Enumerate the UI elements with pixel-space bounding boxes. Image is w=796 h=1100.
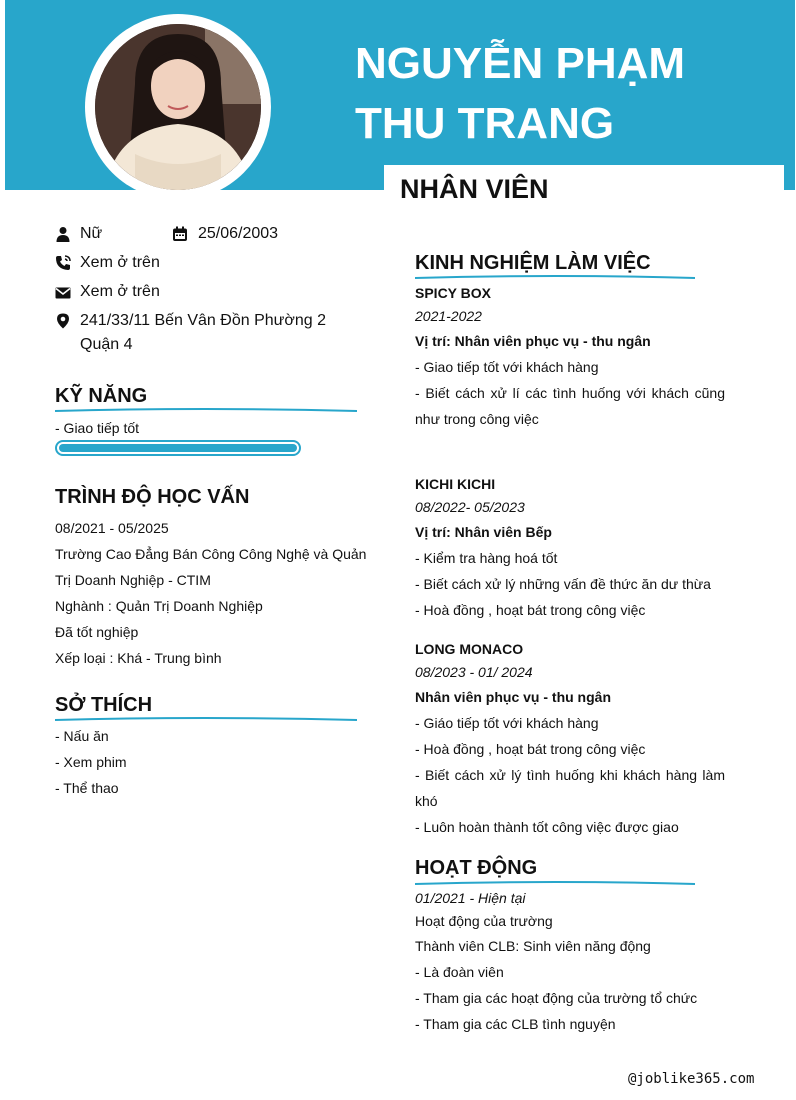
job-duty: - Hoà đồng , hoạt bát trong công việc	[415, 741, 646, 757]
education-period: 08/2021 - 05/2025	[55, 520, 169, 536]
skill-label: - Giao tiếp tốt	[55, 420, 140, 436]
activity-line: Hoạt động của trường	[415, 913, 553, 929]
hobbies-title: SỞ THÍCH	[55, 694, 153, 716]
job-position: Vị trí: Nhân viên Bếp	[415, 524, 552, 540]
job-duty: - Luôn hoàn thành tốt công việc được giao	[415, 819, 679, 835]
birthday: 25/06/2003	[198, 225, 279, 242]
activity-line: Thành viên CLB: Sinh viên năng động	[415, 938, 651, 954]
education-title: TRÌNH ĐỘ HỌC VẤN	[55, 486, 250, 508]
avatar-illustration	[95, 24, 261, 190]
job-duty: - Kiểm tra hàng hoá tốt	[415, 550, 558, 566]
experience-title: KINH NGHIỆM LÀM VIỆC	[415, 252, 651, 274]
job-duty: - Giáo tiếp tốt với khách hàng	[415, 715, 599, 731]
hobbies-underline	[55, 715, 357, 723]
job-duty: - Biết cách xử lý những vấn đề thức ăn dư thừa	[415, 576, 711, 592]
job-position: Vị trí: Nhân viên phục vụ - thu ngân	[415, 333, 651, 349]
mail-icon	[55, 285, 71, 301]
skills-underline	[55, 406, 357, 414]
watermark: @joblike365.com	[628, 1071, 755, 1087]
job-company: SPICY BOX	[415, 285, 491, 301]
avatar	[95, 24, 261, 190]
job-period: 08/2023 - 01/ 2024	[415, 664, 533, 680]
activities-title: HOẠT ĐỘNG	[415, 857, 538, 879]
hobby-item: - Xem phim	[55, 754, 127, 770]
gender: Nữ	[80, 225, 103, 242]
education-major: Nghành : Quản Trị Doanh Nghiệp	[55, 598, 263, 614]
activities-period: 01/2021 - Hiện tại	[415, 890, 526, 906]
job-company: KICHI KICHI	[415, 476, 496, 492]
job-duty: - Biết cách xử lí các tình huống với khách cũng như trong công việc	[415, 385, 725, 427]
education-grade: Xếp loại : Khá - Trung bình	[55, 650, 222, 666]
activity-line: - Tham gia các hoạt động của trường tổ chức	[415, 990, 698, 1006]
activity-line: - Là đoàn viên	[415, 964, 504, 980]
job-duty: - Biết cách xử lý tình huống khi khách hàng làm khó	[415, 767, 725, 809]
location-pin-icon	[55, 313, 71, 329]
hobby-item: - Nấu ăn	[55, 728, 109, 744]
job-title: NHÂN VIÊN	[400, 174, 549, 204]
job-period: 2021-2022	[415, 308, 482, 324]
education-school-line-2: Trị Doanh Nghiệp - CTIM	[55, 572, 211, 588]
skill-level-bar	[55, 440, 301, 456]
calendar-icon	[172, 226, 188, 242]
job-period: 08/2022- 05/2023	[415, 499, 525, 515]
job-company: LONG MONACO	[415, 641, 524, 657]
email-value: Xem ở trên	[80, 283, 160, 300]
phone-value: Xem ở trên	[80, 254, 160, 271]
job-position: Nhân viên phục vụ - thu ngân	[415, 689, 611, 705]
phone-icon	[55, 255, 71, 271]
education-status: Đã tốt nghiệp	[55, 624, 139, 640]
address-line-1: 241/33/11 Bến Vân Đồn Phường 2	[80, 312, 326, 329]
address-line-2: Quận 4	[80, 336, 133, 353]
candidate-name: NGUYỄN PHẠM THU TRANG	[355, 39, 686, 148]
job-duty: - Giao tiếp tốt với khách hàng	[415, 359, 599, 375]
person-icon	[55, 226, 71, 242]
skill-level-fill	[59, 444, 297, 452]
hobby-item: - Thể thao	[55, 780, 119, 796]
activity-line: - Tham gia các CLB tình nguyện	[415, 1016, 616, 1032]
education-school-line-1: Trường Cao Đẳng Bán Công Công Nghệ và Quản	[55, 546, 367, 562]
job-duty: - Hoà đồng , hoạt bát trong công việc	[415, 602, 646, 618]
skills-title: KỸ NĂNG	[55, 385, 148, 407]
